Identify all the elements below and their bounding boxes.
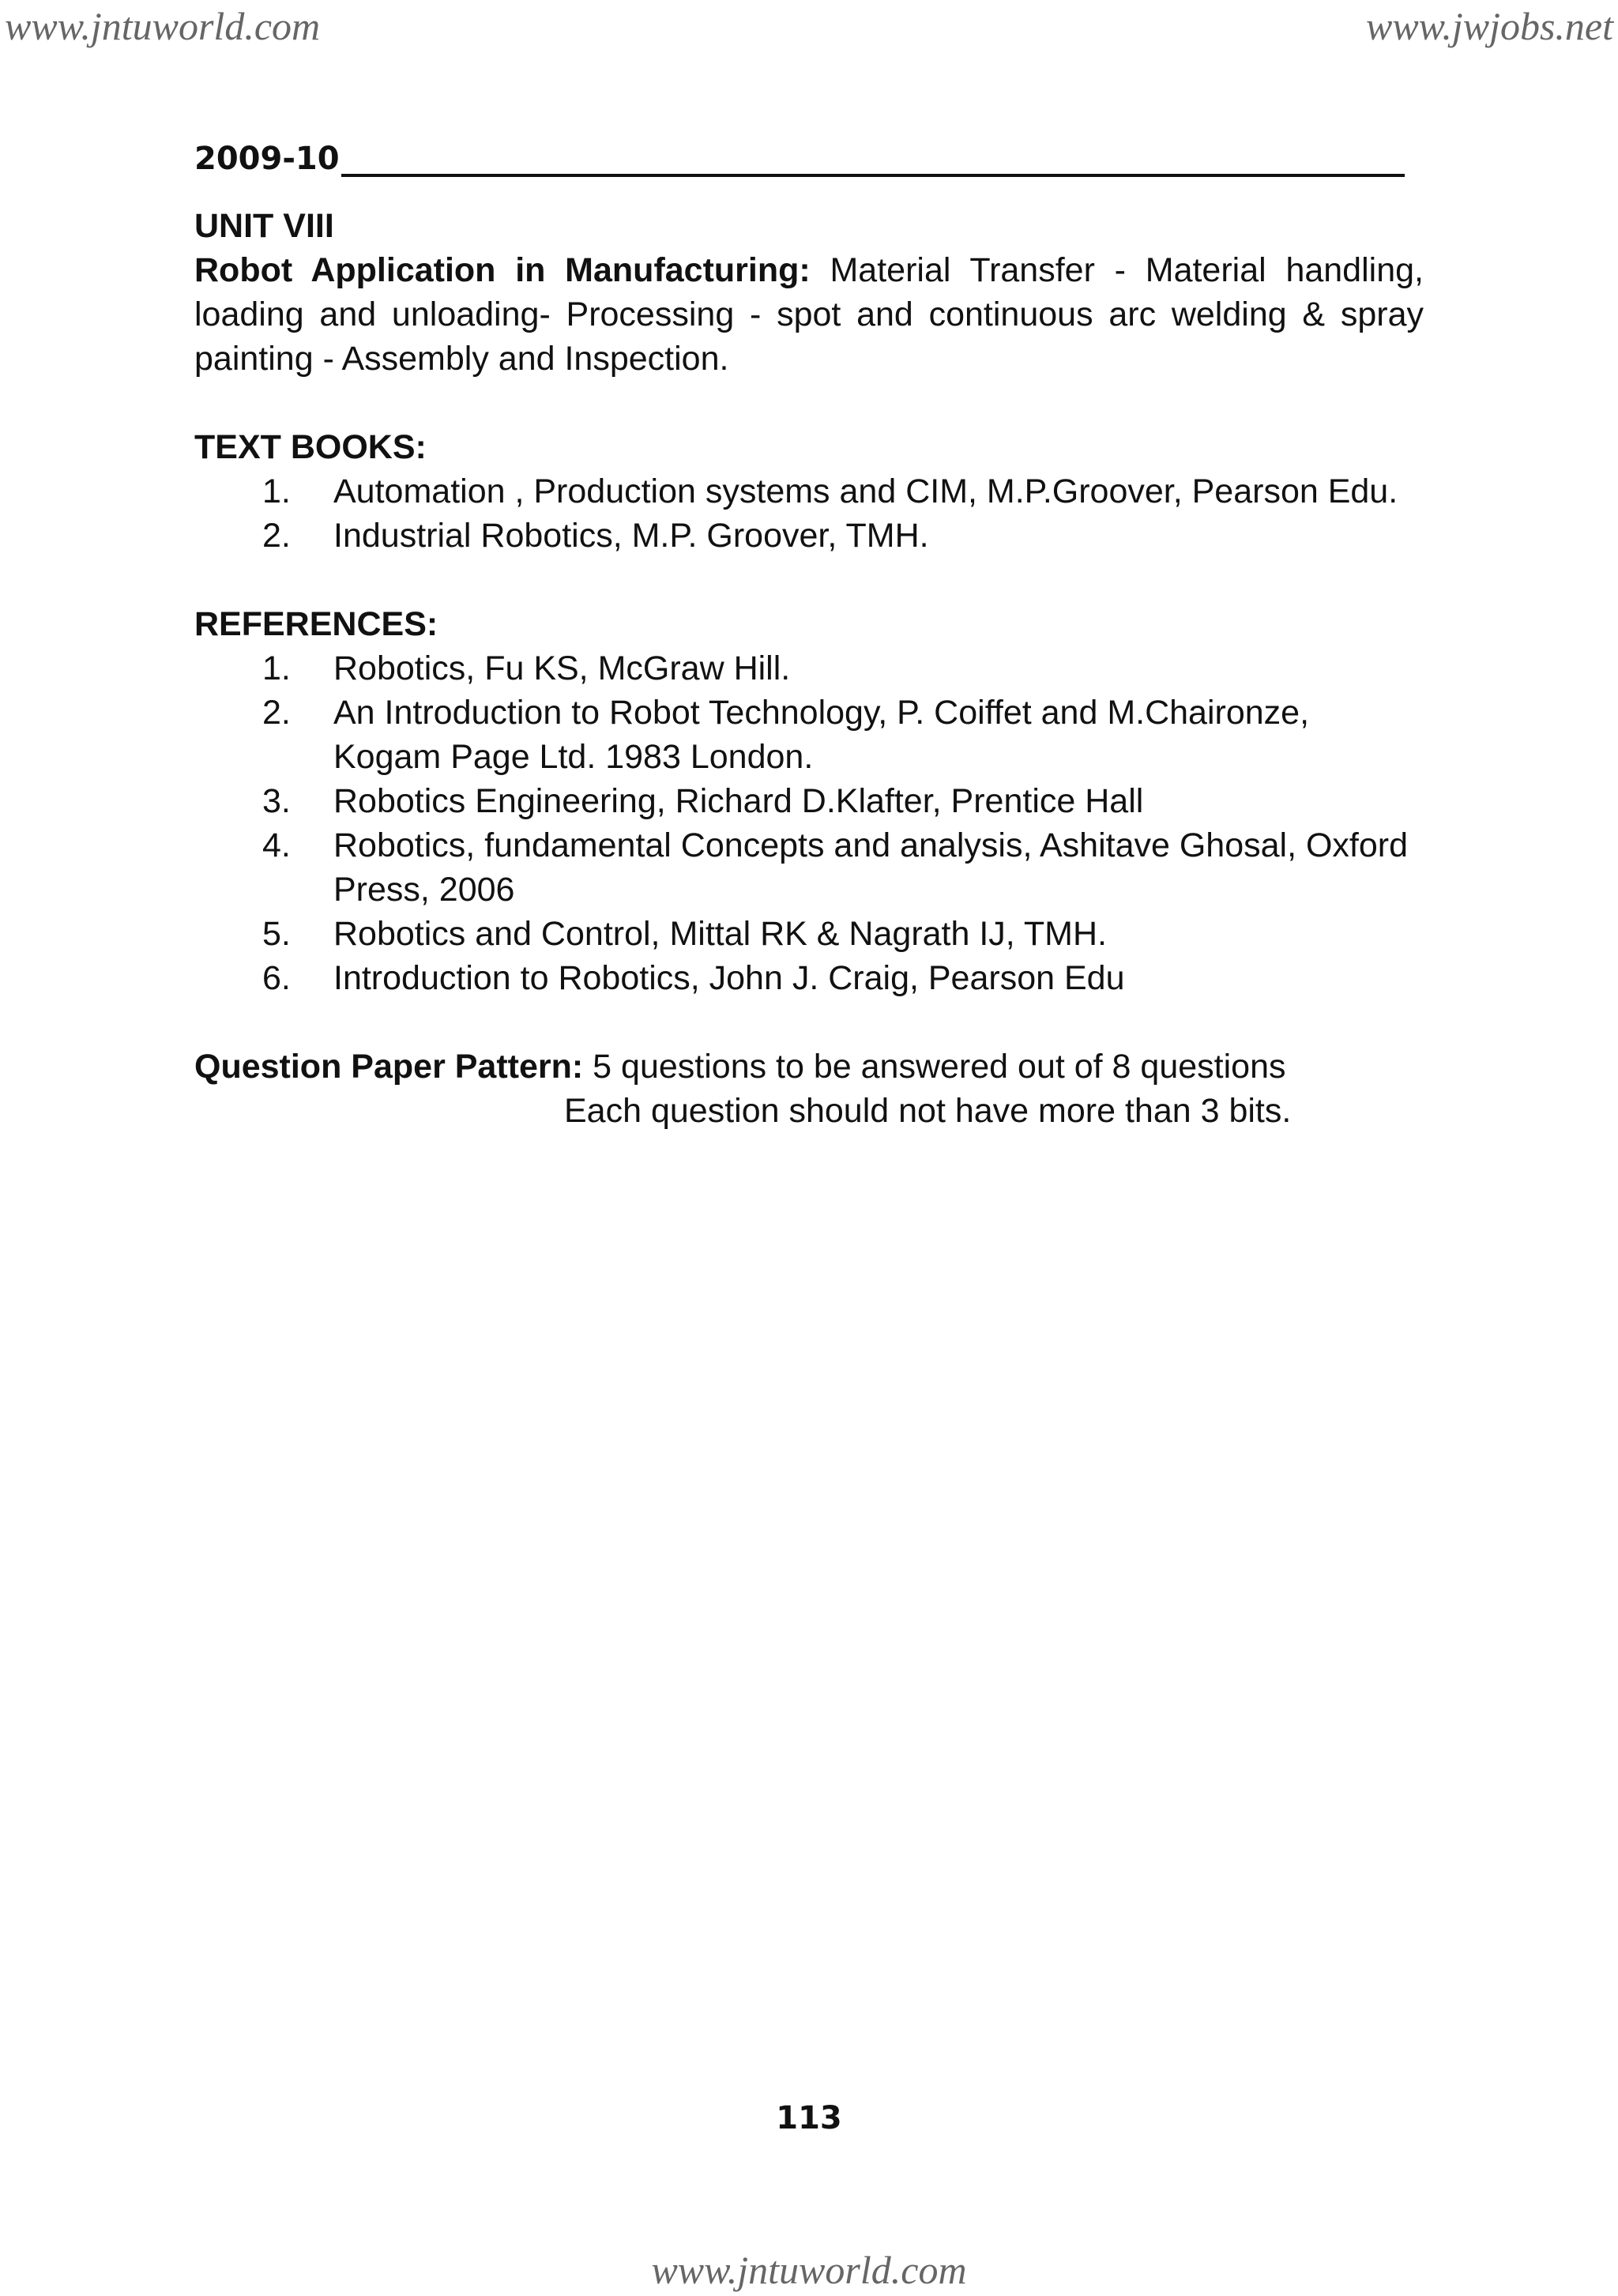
list-item-number: 1. [262,649,291,687]
list-item-text: Industrial Robotics, M.P. Groover, TMH. [333,517,929,555]
header-rule [341,174,1405,177]
list-item [194,956,1424,1000]
list-item-number: 2. [262,517,291,555]
list-item-number: 2. [262,694,291,732]
list-item-text: Robotics and Control, Mittal RK & Nagrath IJ, TMH. [333,915,1108,953]
year-label: 2009-10 [194,141,340,177]
list-item-number: 4. [262,826,291,864]
list-item-text: Robotics, Fu KS, McGraw Hill. [333,649,791,687]
page-number: 113 [776,2100,842,2136]
list-item-number: 6. [262,959,291,997]
question-paper-line-1: 5 questions to be answered out of 8 questions [593,1048,1286,1086]
watermark-top-right: www.jwjobs.net [1365,4,1613,48]
list-item-text: Robotics, fundamental Concepts and analysis, Ashitave Ghosal, Oxford Press, 2006 [333,826,1409,909]
list-item [194,646,1424,691]
references-list [194,646,1424,1000]
list-item-number: 1. [262,472,291,510]
list-item-number: 5. [262,915,291,953]
list-item [194,823,1424,912]
references-heading: REFERENCES: [194,605,438,643]
list-item-number: 3. [262,782,291,820]
list-item [194,912,1424,956]
watermark-top-left: www.jntuworld.com [5,4,321,48]
question-paper-line-2: Each question should not have more than 3 bits. [564,1092,1292,1130]
spacer [194,558,1424,602]
spacer [194,1000,1424,1044]
list-item [194,469,1424,514]
list-item-text: Robotics Engineering, Richard D.Klafter, Prentice Hall [333,782,1144,820]
list-item [194,514,1424,558]
question-paper-pattern [194,1044,1424,1089]
list-item-text: Automation , Production systems and CIM, M.P.Groover, Pearson Edu. [333,472,1398,510]
list-item [194,691,1424,779]
text-books-heading: TEXT BOOKS: [194,428,427,466]
spacer [194,381,1424,425]
year-header [194,139,1405,186]
list-item [194,779,1424,823]
text-books-list [194,469,1424,558]
watermark-bottom: www.jntuworld.com [651,2248,967,2292]
syllabus-content [194,204,1424,1133]
list-item-text: Introduction to Robotics, John J. Craig, Pearson Edu [333,959,1125,997]
list-item-text: An Introduction to Robot Technology, P. Coiffet and M.Chaironze, Kogam Page Ltd. 1983 London. [333,694,1310,776]
unit-topic-label: Robot Application in Manufacturing: [194,251,811,289]
unit-topic-text: Material Transfer - Material handling, loading and unloading- Processing - spot and continuous arc welding & spray painting - Assembly and Inspection. [194,251,1424,378]
unit-title: UNIT VIII [194,207,334,245]
question-paper-label: Question Paper Pattern: [194,1048,584,1086]
unit-description [194,248,1424,381]
